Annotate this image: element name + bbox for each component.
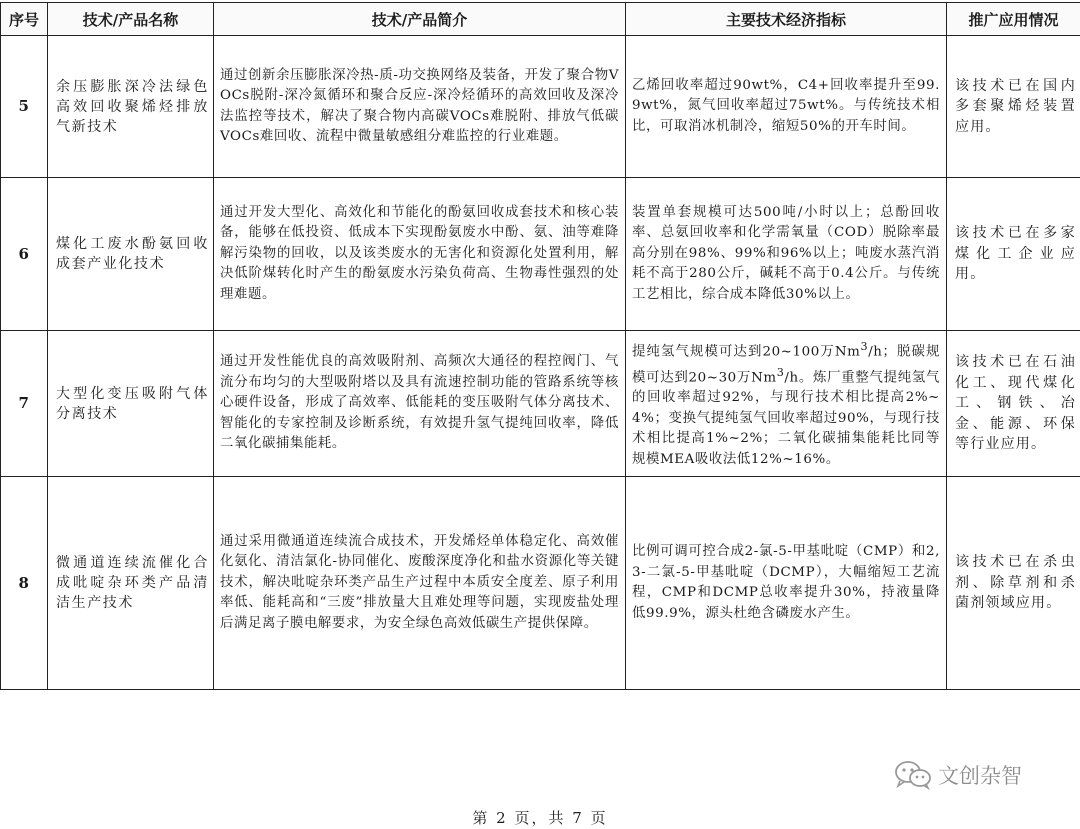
indicator-text-part1: 提纯氢气规模可达到20~100万Nm [632, 344, 861, 359]
header-description: 技术/产品简介 [214, 3, 626, 36]
header-no: 序号 [1, 3, 48, 36]
table-row [1, 178, 1080, 331]
superscript-3: 3 [776, 365, 785, 379]
row-number: 8 [1, 477, 48, 690]
header-indicators: 主要技术经济指标 [626, 3, 947, 36]
wechat-icon [894, 760, 932, 790]
header-name: 技术/产品名称 [48, 3, 214, 36]
superscript-3: 3 [860, 339, 869, 353]
tech-table [0, 2, 1080, 690]
table-header-row [1, 3, 1080, 36]
table-row [1, 36, 1080, 178]
header-application: 推广应用情况 [947, 3, 1080, 36]
row-number: 7 [1, 331, 48, 477]
tech-indicators [626, 331, 947, 477]
tech-indicators: 装置单套规模可达500吨/小时以上；总酚回收率、总氨回收率和化学需氧量（COD）脱除率最高分别在98%、99%和96%以上；吨废水蒸汽消耗不高于280公斤，碱耗不高于0.4公斤。与传统工艺相比，综合成本降低30%以上。 [626, 178, 947, 331]
tech-application: 该技术已在国内多套聚烯烃装置应用。 [947, 36, 1080, 178]
tech-indicators: 比例可调可控合成2-氯-5-甲基吡啶（CMP）和2,3-二氯-5-甲基吡啶（DCMP），大幅缩短工艺流程，CMP和DCMP总收率提升30%，持液量降低99.9%，源头杜绝含磷废水产生。 [626, 477, 947, 690]
tech-name: 大型化变压吸附气体分离技术 [48, 331, 214, 477]
tech-name: 余压膨胀深冷法绿色高效回收聚烯烃排放气新技术 [48, 36, 214, 178]
tech-description: 通过开发性能优良的高效吸附剂、高频次大通径的程控阀门、气流分布均匀的大型吸附塔以及具有流速控制功能的管路系统等核心硬件设备，形成了高效率、低能耗的变压吸附气体分离技术、智能化的专家控制及诊断系统，有效提升氢气提纯回收率，降低二氧化碳捕集能耗。 [214, 331, 626, 477]
watermark-text: 文创杂智 [938, 764, 1022, 788]
row-number: 6 [1, 178, 48, 331]
tech-application: 该技术已在杀虫剂、除草剂和杀菌剂领域应用。 [947, 477, 1080, 690]
tech-name: 微通道连续流催化合成吡啶杂环类产品清洁生产技术 [48, 477, 214, 690]
tech-indicators: 乙烯回收率超过90wt%，C4+回收率提升至99.9wt%，氮气回收率超过75wt%。与传统技术相比，可取消冰机制冷，缩短50%的开车时间。 [626, 36, 947, 178]
indicator-text-part3: /h。炼厂重整气提纯氢气的回收率超过92%，与现行技术相比提高2%~4%；变换气提纯氢气回收率超过90%，与现行技术相比提高1%~2%；二氧化碳捕集能耗比同等规模MEA吸收法低12%~16%。 [632, 369, 940, 467]
tech-description: 通过创新余压膨胀深冷热-质-功交换网络及装备，开发了聚合物VOCs脱附-深冷氮循环和聚合反应-深冷烃循环的高效回收及深冷法监控等技术，解决了聚合物内高碳VOCs难脱附、排放气低碳VOCs难回收、流程中微量敏感组分难监控的行业难题。 [214, 36, 626, 178]
tech-application: 该技术已在石油化工、现代煤化工、钢铁、冶金、能源、环保等行业应用。 [947, 331, 1080, 477]
tech-application: 该技术已在多家煤化工企业应用。 [947, 178, 1080, 331]
watermark [894, 760, 1022, 790]
table-row [1, 477, 1080, 690]
table-row [1, 331, 1080, 477]
indicator-text-part2: /h；脱碳规模可达到20~30万Nm [632, 344, 940, 385]
tech-name: 煤化工废水酚氨回收成套产业化技术 [48, 178, 214, 331]
tech-description: 通过开发大型化、高效化和节能化的酚氨回收成套技术和核心装备，能够在低投资、低成本下实现酚氨废水中酚、氨、油等难降解污染物的回收，以及该类废水的无害化和资源化处置利用，解决低阶煤转化时产生的酚氨废水污染负荷高、生物毒性强烈的处理难题。 [214, 178, 626, 331]
row-number: 5 [1, 36, 48, 178]
tech-description: 通过采用微通道连续流合成技术，开发烯烃单体稳定化、高效催化氨化、清洁氯化-协同催化、废酸深度净化和盐水资源化等关键技术，解决吡啶杂环类产品生产过程中本质安全度差、原子利用率低、能耗高和“三废”排放量大且难处理等问题，实现废盐处理后满足离子膜电解要求，为安全绿色高效低碳生产提供保障。 [214, 477, 626, 690]
page-footer: 第 2 页，共 7 页 [472, 809, 608, 827]
